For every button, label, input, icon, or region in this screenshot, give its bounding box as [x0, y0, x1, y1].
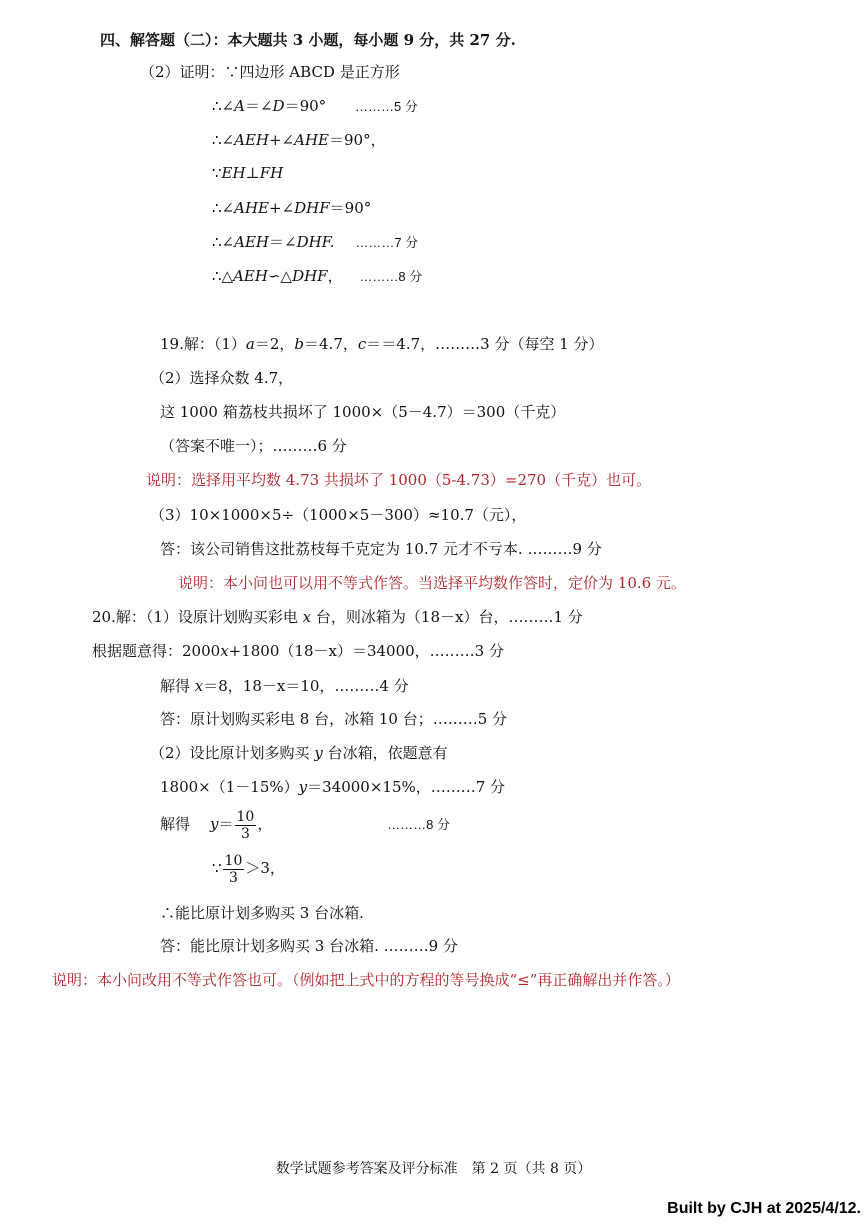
score-mark: ………8 分 [359, 269, 423, 284]
q18-line-1: （2）证明：∵四边形 ABCD 是正方形 [140, 63, 400, 81]
q18-line-3: ∴∠AEH+∠AHE＝90°， [212, 131, 386, 149]
q20-line-5: （2）设比原计划多购买 y 台冰箱，依题意有 [150, 744, 448, 762]
q20-line-8: ∵ $\frac{10}{3}$ ＞3， [212, 852, 285, 886]
q20-note: 说明：本小问改用不等式作答也可。（例如把上式中的方程的等号换成“≤”再正确解出并作答。） [52, 971, 680, 989]
build-credit: Built by CJH at 2025/4/12. [667, 1200, 861, 1217]
q18-line-4: ∵EH⊥FH [212, 164, 284, 182]
q20-line-1: 20.解：（1）设原计划购买彩电 x 台，则冰箱为（18－x）台，………1 分 [92, 608, 583, 626]
score-mark: ………8 分 [387, 817, 450, 832]
fraction-10-over-3: $\frac{10}{3}$ [236, 808, 255, 842]
q19-line-2: （2）选择众数 4.7， [150, 369, 294, 387]
q18-line-5: ∴∠AHE+∠DHF＝90° [212, 199, 372, 217]
q19-note-2: 说明：本小问也可以用不等式作答。当选择平均数作答时，定价为 10.6 元。 [178, 574, 686, 592]
q20-line-2: 根据题意得：2000x+1800（18－x）＝34000，………3 分 [92, 642, 504, 660]
q19-line-6: 答：该公司销售这批荔枝每千克定为 10.7 元才不亏本. ………9 分 [160, 540, 602, 558]
q19-line-3: 这 1000 箱荔枝共损坏了 1000×（5－4.7）＝300（千克） [160, 403, 566, 421]
q18-line-6: ∴∠AEH＝∠DHF. ………7 分 [212, 233, 419, 251]
q20-line-10: 答：能比原计划多购买 3 台冰箱. ………9 分 [160, 937, 458, 955]
q20-line-9: ∴能比原计划多购买 3 台冰箱. [160, 904, 364, 922]
q20-line-7: 解得 y＝ $\frac{10}{3}$ ， ………8 分 [160, 808, 450, 842]
q19-line-5: （3）10×1000×5÷（1000×5－300）≈10.7（元）， [150, 506, 527, 524]
q20-line-6: 1800×（1－15%）y＝34000×15%，………7 分 [160, 778, 506, 796]
page-footer: 数学试题参考答案及评分标准 第 2 页（共 8 页） [275, 1161, 592, 1177]
fraction-10-over-3: $\frac{10}{3}$ [224, 852, 243, 886]
section-title: 四、解答题（二）：本大题共 3 小题，每小题 9 分，共 27 分. [100, 31, 516, 49]
q19-line-1: 19.解：（1）a＝2，b＝4.7，c＝＝4.7，………3 分（每空 1 分） [160, 335, 604, 353]
score-mark: ………5 分 [354, 99, 418, 114]
q20-line-3: 解得 x＝8，18－x＝10，………4 分 [160, 677, 409, 695]
q19-note-1: 说明：选择用平均数 4.73 共损坏了 1000（5-4.73）=270（千克）也可。 [146, 471, 652, 489]
score-mark: ………7 分 [355, 235, 419, 250]
q19-line-4: （答案不唯一）；………6 分 [160, 437, 347, 455]
q18-line-2: ∴∠A＝∠D＝90° ………5 分 [212, 97, 418, 115]
q18-line-7: ∴△AEH∽△DHF， ………8 分 [212, 267, 423, 285]
q20-line-4: 答：原计划购买彩电 8 台，冰箱 10 台；………5 分 [160, 710, 508, 728]
